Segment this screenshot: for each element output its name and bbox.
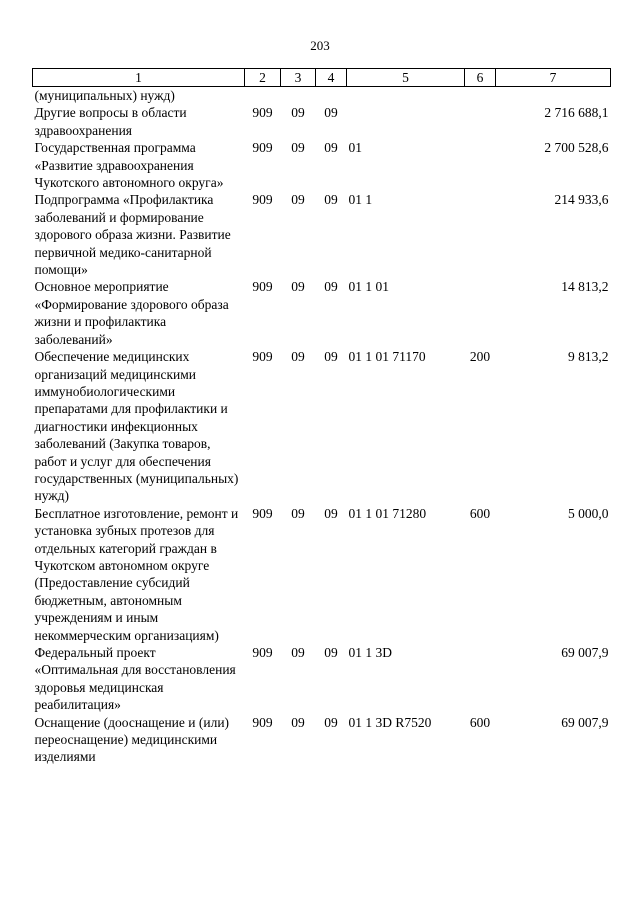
header-cell-7: 7 <box>496 69 611 87</box>
row-section-code: 09 <box>291 349 305 365</box>
row-target-article <box>347 104 465 139</box>
row-section-code: 09 <box>291 105 305 121</box>
header-cell-3: 3 <box>281 69 316 87</box>
row-amount: 2 716 688,1 <box>544 105 609 121</box>
row-expense-type <box>465 139 496 191</box>
row-expense-type <box>465 87 496 105</box>
row-expense-type: 200 <box>469 349 491 365</box>
row-ministry-code: 909 <box>252 279 273 295</box>
row-amount: 9 813,2 <box>568 349 609 365</box>
row-amount: 69 007,9 <box>561 714 609 730</box>
row-name: Федеральный проект «Оптимальная для восстановления здоровья медицинская реабилитация» <box>34 645 236 713</box>
row-expense-type <box>465 104 496 139</box>
row-ministry-code: 909 <box>252 714 273 730</box>
row-expense-type <box>465 191 496 278</box>
row-name: Другие вопросы в области здравоохранения <box>34 105 187 138</box>
row-section-code: 09 <box>291 140 305 156</box>
row-target-article: 01 1 3D R7520 <box>348 714 432 730</box>
row-subsection-code: 09 <box>324 105 338 121</box>
row-expense-type <box>465 278 496 348</box>
table-row <box>33 191 611 278</box>
row-amount: 14 813,2 <box>561 279 609 295</box>
table-row <box>33 104 611 139</box>
table-row <box>33 644 611 714</box>
row-amount: 69 007,9 <box>561 645 609 660</box>
row-subsection-code: 09 <box>324 349 338 365</box>
row-target-article: 01 <box>348 140 362 156</box>
row-subsection-code <box>316 87 347 105</box>
row-expense-type <box>465 644 496 714</box>
header-cell-2: 2 <box>245 69 281 87</box>
row-target-article: 01 1 01 <box>348 279 389 295</box>
row-ministry-code: 909 <box>252 140 273 156</box>
header-cell-4: 4 <box>316 69 347 87</box>
row-target-article: 01 1 3D <box>348 645 392 660</box>
row-ministry-code: 909 <box>252 349 273 365</box>
header-cell-5: 5 <box>347 69 465 87</box>
row-section-code: 09 <box>291 505 305 521</box>
table-row <box>33 87 611 105</box>
table-row <box>33 278 611 348</box>
row-target-article: 01 1 <box>348 192 373 208</box>
row-name: Бесплатное изготовление, ремонт и установка зубных протезов для отдельных категорий граждан в Чукотском автономном округе (Предоставление субсидий бюджетным, автономным учреждениям и иным некоммерческим организациям) <box>34 505 239 643</box>
row-ministry-code: 909 <box>252 645 273 660</box>
row-section-code: 09 <box>291 645 305 660</box>
budget-table <box>32 68 611 766</box>
row-amount <box>496 87 611 105</box>
row-subsection-code: 09 <box>324 714 338 730</box>
row-name: Государственная программа «Развитие здравоохранения Чукотского автономного округа» <box>34 140 224 191</box>
row-target-article <box>347 87 465 105</box>
row-ministry-code: 909 <box>252 192 273 208</box>
row-subsection-code: 09 <box>324 192 338 208</box>
table-header-row <box>33 69 611 87</box>
row-subsection-code: 09 <box>324 140 338 156</box>
row-expense-type: 600 <box>469 714 491 730</box>
header-cell-1: 1 <box>33 69 245 87</box>
row-name: Основное мероприятие «Формирование здорового образа жизни и профилактика заболеваний» <box>34 279 229 347</box>
row-name: Оснащение (дооснащение и (или) переоснащение) медицинскими изделиями <box>34 714 230 765</box>
row-name: Подпрограмма «Профилактика заболеваний и формирование здорового образа жизни. Развитие первичной медико-санитарной помощи» <box>34 192 231 278</box>
row-section-code: 09 <box>291 192 305 208</box>
row-amount: 214 933,6 <box>554 192 609 208</box>
row-subsection-code: 09 <box>324 279 338 295</box>
table-row <box>33 348 611 505</box>
row-amount: 2 700 528,6 <box>544 140 609 156</box>
table-row <box>33 714 611 766</box>
row-subsection-code: 09 <box>324 645 338 660</box>
row-section-code: 09 <box>291 279 305 295</box>
row-expense-type: 600 <box>469 505 491 521</box>
row-ministry-code: 909 <box>252 505 273 521</box>
row-ministry-code <box>245 87 281 105</box>
table-row <box>33 505 611 644</box>
row-target-article: 01 1 01 71170 <box>348 349 426 365</box>
page-number: 203 <box>310 38 330 53</box>
row-subsection-code: 09 <box>324 505 338 521</box>
table-row <box>33 139 611 191</box>
row-amount: 5 000,0 <box>568 505 609 521</box>
row-target-article: 01 1 01 71280 <box>348 505 427 521</box>
header-cell-6: 6 <box>465 69 496 87</box>
row-section-code: 09 <box>291 714 305 730</box>
row-ministry-code: 909 <box>252 105 273 121</box>
row-section-code <box>281 87 316 105</box>
row-name: (муниципальных) нужд) <box>34 88 175 103</box>
row-name: Обеспечение медицинских организаций медицинскими иммунобиологическими препаратами для профилактики и диагностики инфекционных заболеваний (Закупка товаров, работ и услуг для обеспечения государственных (муниципальных) нужд) <box>34 349 239 504</box>
